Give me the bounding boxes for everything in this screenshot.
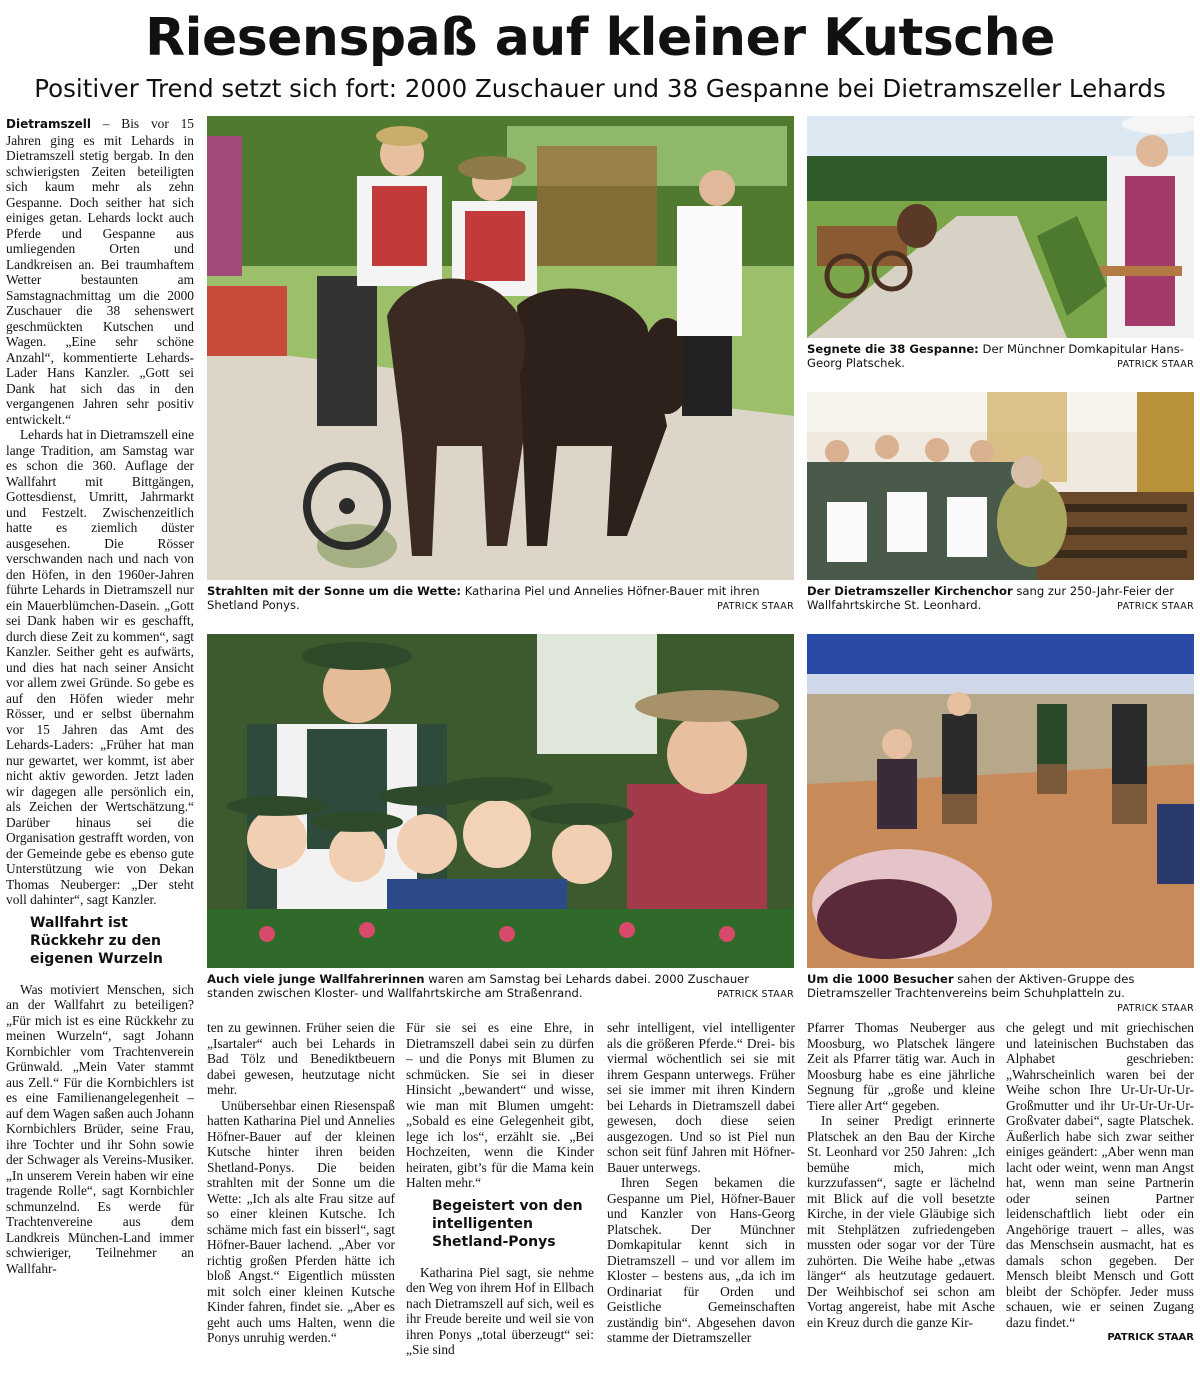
article-paragraph: Lehards hat in Dietramszell eine lange Tradition, am Samstag war es schon die 360. Auflage der Wallfahrt mit Bittgängen, Gottesdienst, Umritt, Jahrmarkt und Festzelt. Zwischenzeitlich hatte es ziemlich düster ausgesehen. Die Rösser verschwanden nach und nach von den Höfen, in den 1960er-Jahren führte Lehards in Dietramszell nur ein Mauerblümchen-Dasein. „Gott sei Dank haben wir es geschafft, durch diese Zeit zu kommen“, sagt Kanzler. Seither geht es aufwärts, und dies hat nach seiner Ansicht vor allem zwei Gründe. So gebe es auf den Höfen wieder mehr Rösser, und er selbst übernahm vor 15 Jahren das Amt des Lehards-Laders: „Früher hat man nur gewartet, wer kommt, ist aber nicht aktiv geworden. Jetzt laden wir dagegen alle persönlich ein, als Zeichen der Wertschätzung.“ Darüber hinaus sei die Organisation gestrafft worden, von der Gemeinde gebe es ebenso gute Unterstützung wie von Dekan Thomas Neuberger: „Der steht voll dahinter“, sagt Kanzler. [6,427,195,907]
article-column-1 [6,116,194,1276]
caption-text: Der Münchner Domkapitular Hans-Georg Platschek. [807,342,1184,370]
caption-lead: Strahlten mit der Sonne um die Wette: [207,584,461,598]
caption-church-choir [807,584,1194,614]
photo-credit: PATRICK STAAR [717,601,794,612]
caption-lead: Um die 1000 Besucher [807,972,954,986]
author-credit: PATRICK STAAR [1107,1332,1194,1343]
caption-schuhplattler [807,972,1194,1016]
article-paragraph: che gelegt und mit griechischen und lateinischen Buchstaben das Alphabet geschrieben: „Wahrscheinlich waren bei der Weihe schon Ihre Ur-Ur-Ur-Ur-Großmutter und ihr Ur-Ur-Ur-Ur-Großvater dabei“, sagte Platschek. Äußerlich habe sich zwar seither einiges geändert: „Aber wenn man lacht oder weint, wenn man Angst hat, wenn man seine Partnerin oder seinen Partner leidenschaftlich liebt oder ein Angehörige trauert – alles, was das Menschsein ausmacht, hat es damals schon gegeben. Der Mensch bleibt Mensch und Gott bleibt der Schöpfer. Jeder muss schauen, wie er seinen Zugang dazu findet.“ [1006,1020,1194,1330]
article-column-5 [807,1020,995,1330]
photo-church-choir [807,392,1194,580]
article-paragraph: Pfarrer Thomas Neuberger aus Moosburg, wo Platschek längere Zeit als Pfarrer tätig war. Auch in Moosburg habe es eine jährliche Segnung für „große und kleine Tiere aller Art“ gegeben. [807,1020,995,1113]
dateline: Dietramszell [6,117,91,131]
subheading: Begeistert von den intelligenten Shetland-Ponys [432,1197,583,1250]
caption-lead: Segnete die 38 Gespanne: [807,342,979,356]
caption-text: sang zur 250-Jahr-Feier der Wallfahrtskirche St. Leonhard. [807,584,1175,612]
caption-lead: Auch viele junge Wallfahrerinnen [207,972,425,986]
article-paragraph: In seiner Predigt erinnerte Platschek an den Bau der Kirche St. Leonhard vor 250 Jahren: „Ich bemühe mich, mich kurzzufassen“, sagte er lächelnd mit Blick auf die voll besetzte Kirche, in der viele Gläubige sich mit Stehplätzen zufriedengeben mussten oder sogar vor der Türe zuhörten. Die Weihe habe „etwas länger“ als heutzutage gedauert. Der Weihbischof sei schon am Vortag angereist, habe mit Asche ein Kreuz durch die ganze Kir- [807,1113,995,1330]
article-column-2 [207,1020,395,1346]
subheading: Wallfahrt ist Rückkehr zu den eigenen Wurzeln [30,914,163,967]
subheadline: Positiver Trend setzt sich fort: 2000 Zuschauer und 38 Gespanne bei Dietramszeller Lehards [34,74,1166,103]
article-paragraph: ten zu gewinnen. Früher seien die „Isartaler“ auch bei Lehards in Bad Tölz und Benediktbeuern dabei gewesen, heutzutage nicht mehr. [207,1020,395,1097]
article-paragraph: Ihren Segen bekamen die Gespanne um Piel, Höfner-Bauer und Kanzler von Hans-Georg Platschek. Der Münchner Domkapitular kennt sich in Dietramszell – und vor allem im Kloster – bestens aus, „da ich im Ordinariat für Orden und Geistliche Gemeinschaften zuständig bin“. Abgesehen davon stamme der Dietramszeller [607,1175,795,1345]
photo-credit: PATRICK STAAR [1117,1003,1194,1014]
headline: Riesenspaß auf kleiner Kutsche [145,8,1055,68]
article-paragraph: Unübersehbar einen Riesenspaß hatten Katharina Piel und Annelies Höfner-Bauer auf der kleinen Kutsche hinter ihren beiden Shetland-Ponys. Die beiden strahlten mit der Sonne um die Wette: „Ich als alte Frau sitze auf so einer kleinen Kutsche. Ich schäme mich fast ein bisserl“, sagt Höfner-Bauer lachend. „Aber vor richtig großen Pferden hätte ich bloß Angst.“ Eigentlich müssten mit solch einer kleinen Kutsche Kinder fahren, findet sie. „Aber es geht auch ums Halten, wenn die Ponys unruhig werden.“ [207,1097,395,1345]
photo-credit: PATRICK STAAR [717,989,794,1000]
photo-pony-carriage [207,116,794,580]
article-paragraph [6,116,194,427]
article-paragraph: Für sie sei es eine Ehre, in Dietramszell dabei sein zu dürfen – und die Ponys mit Blumen zu schmücken. Sie sei in dieser Hinsicht „bewandert“ und wisse, wie man mit Blumen umgeht: „Sobald es eine Gelegenheit gibt, lege ich los“, erzählt sie. „Bei Hochzeiten, wenn die Kinder heiraten, gibt’s für die Mama kein Halten mehr.“ [406,1020,594,1190]
article-paragraph: Was motiviert Menschen, sich an der Wallfahrt zu beteiligen? „Für mich ist es eine Rückkehr zu meinen Wurzeln“, sagt Johann Kornbichler vom Trachtenverein Grünwald. „Mein Vater stammt aus Zell.“ Für die Kornbichlers ist es eine Familienangelegenheit – auf dem Wagen saßen auch Johann Kornbichlers Brüder, seine Frau, ihre Tochter und ihr Sohn sowie der Schwager als Vereins-Musiker. „In unserem Verein haben wir eine tragende Rolle“, sagt Kornbichler schmunzelnd. Es werde für Trachtenvereine aus dem Landkreis München-Land immer schwieriger, Teilnehmer an Wallfahr- [6,981,194,1276]
article-paragraph: sehr intelligent, viel intelligenter als die größeren Pferde.“ Drei- bis viermal wöchentlich sei sie mit ihrem Gespann unterwegs. Früher sei sie immer mit ihren Kindern bei Lehards in Dietramszell dabei gewesen, doch diese seien ausgezogen. Und so ist Piel nun schon seit fünf Jahren mit Höfner-Bauer unterwegs. [607,1020,795,1175]
caption-text: sahen der Aktiven-Gruppe des Dietramszeller Trachtenvereins beim Schuhplatteln zu. [807,972,1135,1000]
caption-blessing [807,342,1194,372]
caption-lead: Der Dietramszeller Kirchenchor [807,584,1013,598]
photo-young-pilgrims [207,634,794,968]
photo-schuhplattler [807,634,1194,968]
photo-credit: PATRICK STAAR [1117,601,1194,612]
article-column-6 [1006,1020,1194,1346]
caption-pony-carriage [207,584,794,614]
caption-text: Katharina Piel und Annelies Höfner-Bauer mit ihren Shetland Ponys. [207,584,760,612]
caption-young-pilgrims [207,972,794,1002]
article-column-3 [406,1020,594,1358]
caption-text: waren am Samstag bei Lehards dabei. 2000 Zuschauer standen zwischen Kloster- und Wallfahrtskirche am Straßenrand. [207,972,750,1000]
photo-blessing [807,116,1194,338]
article-text: – Bis vor 15 Jahren ging es mit Lehards in Dietramszell stetig bergab. In den schwierigsten Zeiten beteiligten sich kaum mehr als zehn Gespanne. Doch seither hat sich einiges getan. Lehards lockt auch Pferde und Gespanne aus umliegenden Orten und Landkreisen an. Bei traumhaftem Wetter bestaunten am Samstagnachmittag um die 2000 Zuschauer die 38 sehenswert geschmückten Kutschen und Wagen. „Eine sehr schöne Anzahl“, kommentierte Lehards-Lader Hans Kanzler. „Gott sei Dank hat sich das in den vergangenen Jahren sehr positiv entwickelt.“ [6,116,194,427]
article-column-4 [607,1020,795,1346]
photo-credit: PATRICK STAAR [1117,359,1194,370]
article-paragraph: Katharina Piel sagt, sie nehme den Weg von ihrem Hof in Ellbach nach Dietramszell auf sich, weil es ihr Freude bereite und weil sie von ihren Ponys „total überzeugt“ sei: „Sie sind [406,1264,594,1357]
